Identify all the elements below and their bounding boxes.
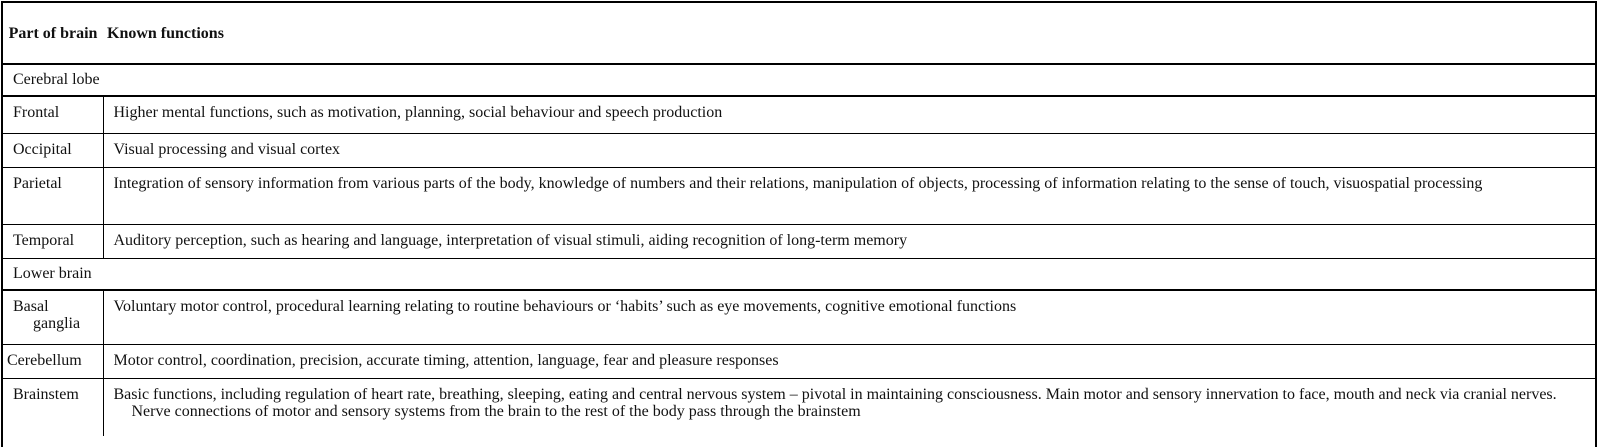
group-row-lower-brain xyxy=(3,259,1595,291)
part-label: Basal ganglia xyxy=(13,298,81,332)
part-cell: Frontal xyxy=(3,96,103,134)
table-row xyxy=(3,225,1595,259)
functions-cell: Motor control, coordination, precision, accurate timing, attention, language, fear and pleasure responses xyxy=(103,345,1595,379)
part-cell: Brainstem xyxy=(3,379,103,437)
part-cell: Occipital xyxy=(3,134,103,168)
part-cell: Parietal xyxy=(3,168,103,225)
table-row xyxy=(3,345,1595,379)
table-row xyxy=(3,134,1595,168)
table-row xyxy=(3,290,1595,345)
group-row-cerebral-lobe xyxy=(3,64,1595,96)
functions-cell: Basic functions, including regulation of heart rate, breathing, sleeping, eating and central nervous system – pivotal in maintaining consciousness. Main motor and sensory innervation to face, mouth and neck via cranial nerves. Nerve connections of motor and sensory systems from the brain to the rest of the body pass through the brainstem xyxy=(113,386,1557,420)
part-cell xyxy=(3,290,103,345)
functions-cell: Visual processing and visual cortex xyxy=(103,134,1595,168)
functions-cell: Integration of sensory information from various parts of the body, knowledge of numbers and their relations, manipulation of objects, processing of information relating to the sense of touch, visuospatial processing xyxy=(103,168,1595,225)
table-row xyxy=(3,96,1595,134)
group-label: Lower brain xyxy=(3,259,1595,291)
group-label: Cerebral lobe xyxy=(3,64,1595,96)
functions-cell: Auditory perception, such as hearing and language, interpretation of visual stimuli, aiding recognition of long-term memory xyxy=(103,225,1595,259)
part-cell: Temporal xyxy=(3,225,103,259)
part-cell: Cerebellum xyxy=(3,345,103,379)
header-part-of-brain: Part of brain xyxy=(3,3,103,64)
functions-cell: Voluntary motor control, procedural learning relating to routine behaviours or ‘habits’ such as eye movements, cognitive emotional functions xyxy=(103,290,1595,345)
header-known-functions: Known functions xyxy=(103,3,1595,64)
brain-functions-table xyxy=(3,3,1595,436)
table-row xyxy=(3,168,1595,225)
table-header-row xyxy=(3,3,1595,64)
table-row xyxy=(3,379,1595,437)
brain-functions-table-frame xyxy=(1,1,1597,447)
functions-cell: Higher mental functions, such as motivation, planning, social behaviour and speech production xyxy=(103,96,1595,134)
